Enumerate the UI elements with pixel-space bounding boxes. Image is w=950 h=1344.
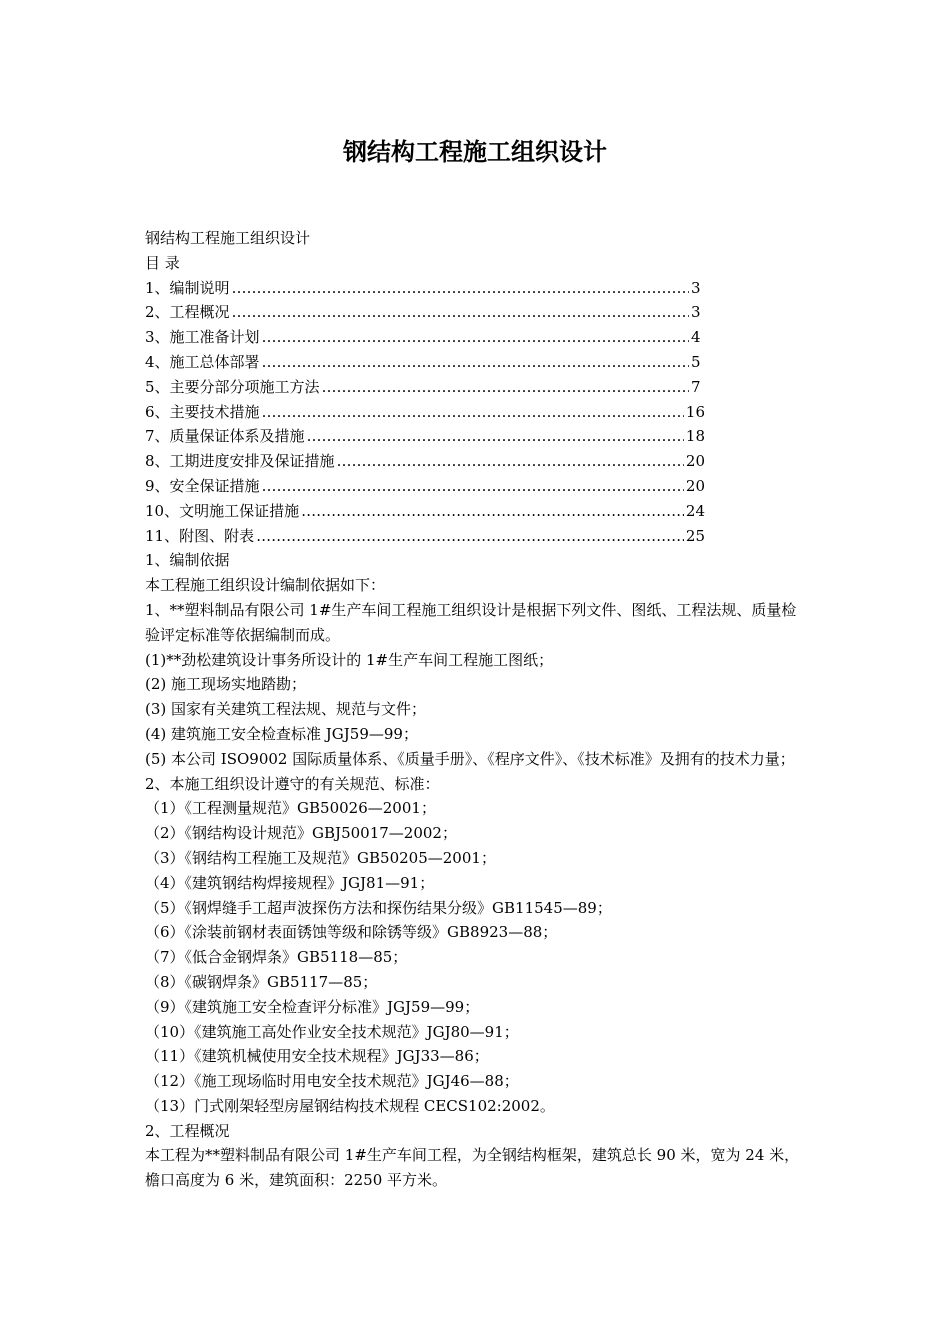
toc-entry[interactable] [145,400,705,425]
paragraph: 1、**塑料制品有限公司 1#生产车间工程施工组织设计是根据下列文件、图纸、工程法规、质量检验评定标准等依据编制而成。 [145,600,797,644]
toc-entry-label: 7、质量保证体系及措施 [145,427,305,446]
toc-entry[interactable] [145,300,705,325]
toc-entry-page: 5 [691,352,701,371]
toc-entry[interactable] [145,524,705,549]
list-item: (2) 施工现场实地踏勘； [145,675,307,694]
toc-leader-dots [262,400,684,425]
toc-entry[interactable] [145,276,705,301]
list-item: （8）《碳钢焊条》GB5117—85； [145,972,378,991]
toc-leader-dots [262,350,689,375]
list-item: （10）《建筑施工高处作业安全技术规范》JGJ80—91； [145,1022,519,1041]
table-of-contents [145,276,810,549]
list-item: （3）《钢结构工程施工及规范》GB50205—2001； [145,848,496,867]
toc-entry-page: 20 [685,476,705,495]
toc-entry[interactable] [145,375,705,400]
list-item: (4) 建筑施工安全检查标准 JGJ59—99； [145,724,418,743]
list-item: (5) 本公司 ISO9002 国际质量体系、《质量手册》、《程序文件》、《技术标准》及拥有的技术力量； [145,749,795,768]
toc-entry-page: 18 [685,427,705,446]
toc-leader-dots [256,524,684,549]
document-subtitle: 钢结构工程施工组织设计 [145,229,311,247]
list-item: （2）《钢结构设计规范》GBJ50017—2002； [145,824,457,843]
toc-entry[interactable] [145,424,705,449]
list-item: （4）《建筑钢结构焊接规程》JGJ81—91； [145,873,435,892]
toc-entry-page: 4 [691,328,701,347]
list-item: （12）《施工现场临时用电安全技术规范》JGJ46—88； [145,1072,519,1091]
toc-heading: 目 录 [145,253,180,272]
toc-entry-label: 4、施工总体部署 [145,352,260,371]
toc-entry-label: 5、主要分部分项施工方法 [145,377,320,396]
toc-entry[interactable] [145,350,705,375]
section-heading: 2、工程概况 [145,1121,230,1140]
toc-entry[interactable] [145,474,705,499]
list-item: （7）《低合金钢焊条》GB5118—85； [145,948,408,967]
toc-entry-label: 8、工期进度安排及保证措施 [145,452,335,471]
paragraph: 本工程为**塑料制品有限公司 1#生产车间工程，为全钢结构框架，建筑总长 90 米，宽为 24 米，檐口高度为 6 米，建筑面积：2250 平方米。 [145,1146,800,1190]
toc-leader-dots [262,474,684,499]
list-item: （11）《建筑机械使用安全技术规程》JGJ33—86； [145,1047,489,1066]
toc-entry-page: 3 [691,303,701,322]
list-item: （5）《钢焊缝手工超声波探伤方法和探伤结果分级》GB11545—89； [145,898,612,917]
list-item: （13）门式刚架轻型房屋钢结构技术规程 CECS102:2002。 [145,1096,555,1115]
list-item: （9）《建筑施工安全检查评分标准》JGJ59—99； [145,997,480,1016]
toc-leader-dots [262,325,689,350]
toc-entry-page: 25 [685,526,705,545]
toc-leader-dots [307,424,684,449]
document-title: 钢结构工程施工组织设计 [343,137,607,166]
document-body [145,226,810,1193]
toc-entry-page: 24 [685,501,705,520]
toc-leader-dots [322,375,689,400]
toc-entry-label: 6、主要技术措施 [145,402,260,421]
toc-entry-label: 2、工程概况 [145,303,230,322]
toc-leader-dots [301,499,684,524]
paragraph: 2、本施工组织设计遵守的有关规范、标准： [145,774,440,793]
toc-entry-label: 9、安全保证措施 [145,476,260,495]
section-heading: 1、编制依据 [145,551,230,570]
toc-leader-dots [337,449,684,474]
toc-entry-label: 10、文明施工保证措施 [145,501,300,520]
toc-entry-page: 3 [691,278,701,297]
paragraph: 本工程施工组织设计编制依据如下： [145,576,386,595]
toc-entry-page: 16 [685,402,705,421]
toc-leader-dots [232,300,689,325]
toc-leader-dots [232,276,689,301]
toc-entry-label: 3、施工准备计划 [145,328,260,347]
list-item: （1）《工程测量规范》GB50026—2001； [145,799,436,818]
toc-entry-label: 11、附图、附表 [145,526,255,545]
toc-entry-label: 1、编制说明 [145,278,230,297]
toc-entry-page: 7 [691,377,701,396]
toc-entry-page: 20 [685,452,705,471]
list-item: （6）《涂装前钢材表面锈蚀等级和除锈等级》GB8923—88； [145,923,558,942]
toc-entry[interactable] [145,325,705,350]
list-item: (3) 国家有关建筑工程法规、规范与文件； [145,700,427,719]
list-item: (1)**劲松建筑设计事务所设计的 1#生产车间工程施工图纸； [145,650,554,669]
toc-entry[interactable] [145,499,705,524]
toc-entry[interactable] [145,449,705,474]
